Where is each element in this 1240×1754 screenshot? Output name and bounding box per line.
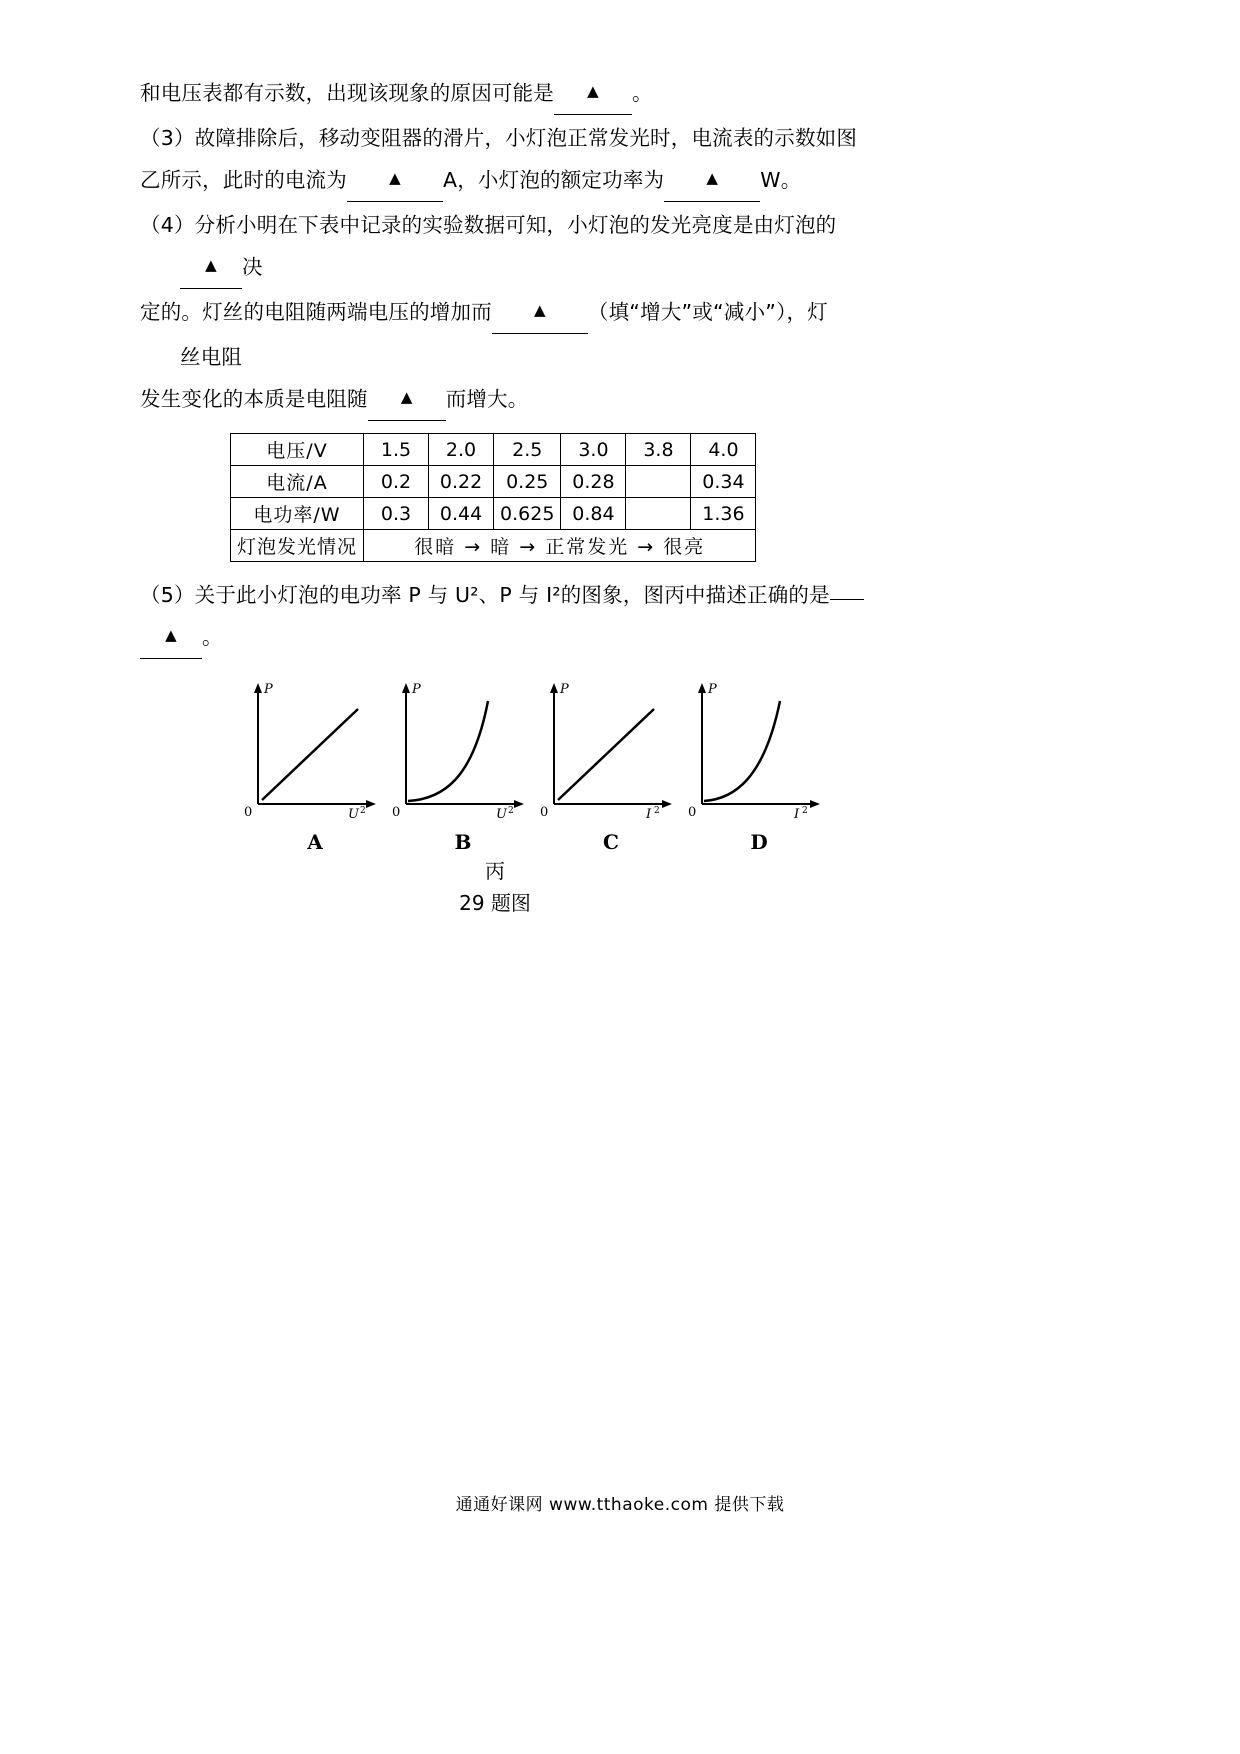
text-line-4 — [140, 204, 1090, 246]
line-3-text-b: A，小灯泡的额定功率为 — [443, 168, 665, 192]
answer-blank-3[interactable] — [664, 157, 760, 202]
cell-power-4: 0.84 — [561, 498, 626, 530]
cell-current-5 — [626, 466, 691, 498]
text-line-5 — [140, 246, 1090, 291]
cell-power-5 — [626, 498, 691, 530]
text-line-7 — [140, 336, 1090, 378]
svg-text:I: I — [794, 807, 800, 819]
line-1-text: 和电压表都有示数，出现该现象的原因可能是 — [140, 81, 554, 105]
text-line-2 — [140, 117, 1090, 159]
answer-blank-7[interactable] — [140, 614, 202, 659]
graph-d-label: D — [750, 830, 768, 854]
experiment-data-table-wrapper — [230, 433, 1090, 562]
svg-text:0: 0 — [392, 805, 401, 819]
svg-text:2: 2 — [360, 806, 366, 816]
text-line-10 — [140, 616, 1090, 661]
svg-text:2: 2 — [508, 806, 514, 816]
cell-current-2: 0.22 — [429, 466, 494, 498]
svg-text:U: U — [496, 807, 507, 819]
text-line-6 — [140, 291, 1090, 336]
cell-luminance-description: 很暗 → 暗 → 正常发光 → 很亮 — [364, 530, 756, 562]
line-6-text-b: （填“增大”或“减小”），灯 — [587, 300, 828, 324]
cell-voltage-3: 2.5 — [494, 434, 561, 466]
row-header-current: 电流/A — [231, 466, 364, 498]
page-footer: 通通好课网 www.tthaoke.com 提供下载 — [455, 1495, 785, 1515]
answer-blank-4[interactable] — [180, 244, 242, 289]
cell-voltage-4: 3.0 — [561, 434, 626, 466]
text-line-3 — [140, 159, 1090, 204]
blank-marker-7: ▲ — [165, 626, 177, 644]
graph-c — [536, 679, 686, 854]
svg-text:2: 2 — [654, 806, 660, 816]
cell-voltage-5: 3.8 — [626, 434, 691, 466]
svg-text:I: I — [646, 807, 652, 819]
line-3-text-a: 乙所示，此时的电流为 — [140, 168, 347, 192]
table-row — [231, 434, 756, 466]
cell-power-2: 0.44 — [429, 498, 494, 530]
line-6-text-a: 定的。灯丝的电阻随两端电压的增加而 — [140, 300, 492, 324]
table-row — [231, 498, 756, 530]
cell-current-3: 0.25 — [494, 466, 561, 498]
svg-text:2: 2 — [802, 806, 808, 816]
graph-c-label: C — [603, 830, 619, 854]
graph-figure-group — [240, 679, 940, 915]
blank-marker-6: ▲ — [400, 388, 413, 406]
svg-text:P: P — [264, 682, 273, 697]
table-row — [231, 530, 756, 562]
blank-marker-4: ▲ — [205, 256, 217, 274]
graph-a-svg — [240, 679, 390, 819]
blank-marker-3: ▲ — [706, 169, 719, 187]
svg-text:0: 0 — [540, 805, 549, 819]
svg-text:0: 0 — [688, 805, 697, 819]
graph-a-label: A — [307, 830, 323, 854]
cell-voltage-1: 1.5 — [364, 434, 429, 466]
row-header-luminance: 灯泡发光情况 — [231, 530, 364, 562]
cell-power-1: 0.3 — [364, 498, 429, 530]
svg-text:0: 0 — [244, 805, 253, 819]
line-8-text-b: 而增大。 — [445, 387, 529, 411]
svg-text:P: P — [412, 682, 421, 697]
row-header-power: 电功率/W — [231, 498, 364, 530]
text-line-8 — [140, 378, 1090, 423]
table-row — [231, 466, 756, 498]
cell-voltage-6: 4.0 — [691, 434, 756, 466]
graph-a — [240, 679, 390, 854]
cell-current-6: 0.34 — [691, 466, 756, 498]
document-body — [140, 72, 1090, 915]
figure-caption: 29 题图 — [459, 891, 531, 915]
graph-d-svg — [684, 679, 834, 819]
cell-voltage-2: 2.0 — [429, 434, 494, 466]
line-4-text: （4）分析小明在下表中记录的实验数据可知，小灯泡的发光亮度是由灯泡的 — [140, 213, 837, 237]
cell-power-6: 1.36 — [691, 498, 756, 530]
answer-blank-2[interactable] — [347, 157, 443, 202]
blank-marker-2: ▲ — [389, 169, 401, 187]
line-1-period: 。 — [632, 81, 653, 105]
graph-b-svg — [388, 679, 538, 819]
blank-marker-1: ▲ — [587, 82, 599, 100]
line-7-text: 丝电阻 — [180, 345, 243, 369]
line-2-text: （3）故障排除后，移动变阻器的滑片，小灯泡正常发光时，电流表的示数如图 — [140, 126, 858, 150]
cell-power-3: 0.625 — [494, 498, 561, 530]
line-5-text: 决 — [242, 255, 263, 279]
answer-blank-7-part1[interactable] — [830, 599, 864, 600]
cell-current-4: 0.28 — [561, 466, 626, 498]
svg-text:U: U — [348, 807, 359, 819]
svg-text:P: P — [708, 682, 717, 697]
answer-blank-6[interactable] — [368, 376, 446, 421]
blank-marker-5: ▲ — [534, 301, 546, 319]
text-line-1 — [140, 72, 1090, 117]
graph-b-label: B — [454, 830, 472, 854]
line-8-text-a: 发生变化的本质是电阻随 — [140, 387, 368, 411]
text-line-9 — [140, 574, 1090, 616]
answer-blank-1[interactable] — [554, 70, 632, 115]
row-header-voltage: 电压/V — [231, 434, 364, 466]
answer-blank-5[interactable] — [492, 289, 588, 334]
experiment-data-table — [230, 433, 756, 562]
line-9-text: （5）关于此小灯泡的电功率 P 与 U²、P 与 I²的图象，图丙中描述正确的是 — [140, 583, 830, 607]
line-10-text: 。 — [202, 625, 223, 649]
graph-b — [388, 679, 538, 854]
line-3-text-c: W。 — [760, 168, 802, 192]
graph-group-label: 丙 — [485, 859, 505, 883]
graph-d — [684, 679, 834, 854]
graph-c-svg — [536, 679, 686, 819]
cell-current-1: 0.2 — [364, 466, 429, 498]
svg-text:P: P — [560, 682, 569, 697]
